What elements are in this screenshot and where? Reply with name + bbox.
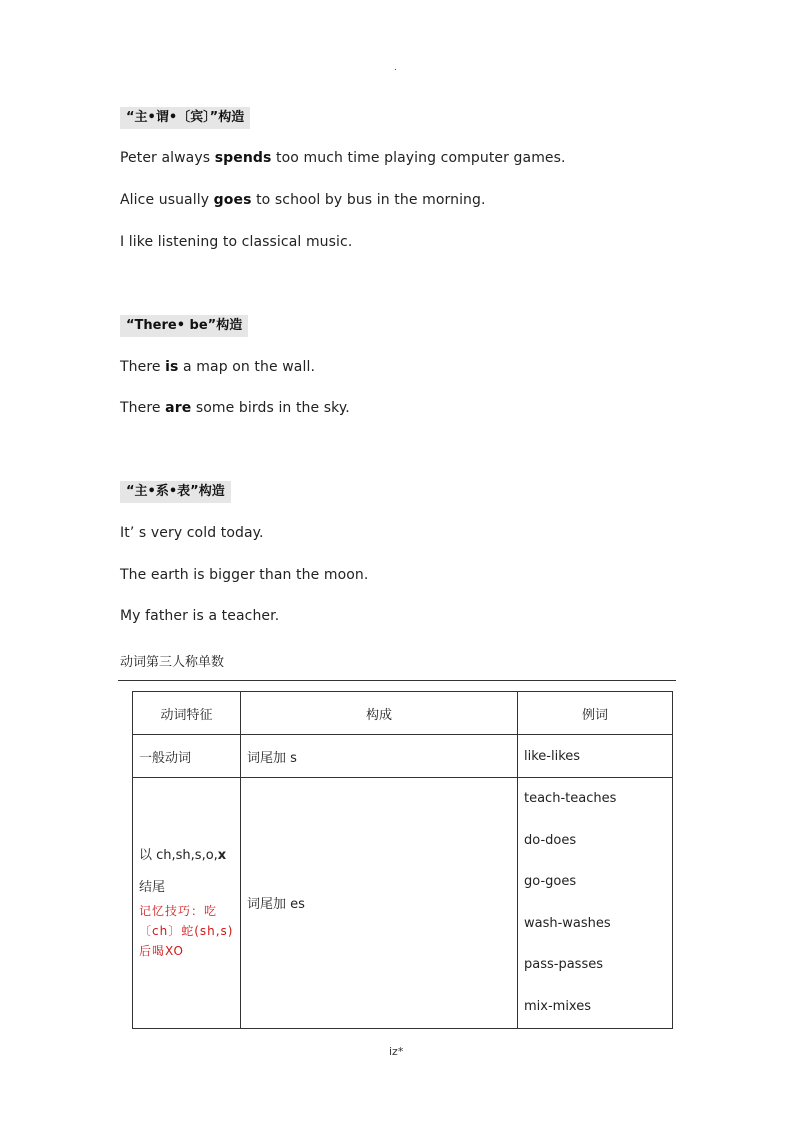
sentence: Peter always spends too much time playing computer games.: [120, 150, 566, 166]
example-item: teach-teaches: [524, 791, 617, 806]
header-feature: 动词特征: [133, 692, 241, 735]
sentence: Alice usually goes to school by bus in the morning.: [120, 192, 486, 208]
header-formation: 构成: [241, 692, 518, 735]
cell-example: like-likes: [518, 735, 673, 778]
divider: [118, 680, 676, 681]
table-row: [133, 778, 673, 1029]
cell-example-list: [518, 778, 673, 1029]
sentence: The earth is bigger than the moon.: [120, 567, 369, 583]
sentence: My father is a teacher.: [120, 608, 280, 624]
sentence: There is a map on the wall.: [120, 359, 316, 375]
table-section-title: 动词第三人称单数: [120, 655, 225, 670]
cell-feature: 一般动词: [133, 735, 241, 778]
example-list: [524, 778, 666, 1028]
cell-formation: 词尾加 s: [241, 735, 518, 778]
section-heading-subject-verb-object: “主•谓•〔宾〕”构造: [120, 107, 250, 129]
sentence: There are some birds in the sky.: [120, 400, 350, 416]
condition-suffix: 结尾: [139, 879, 166, 895]
example-item: wash-washes: [524, 915, 611, 931]
table-row: [133, 735, 673, 778]
sentence: It’ s very cold today.: [120, 525, 264, 541]
example-item: do-does: [524, 832, 577, 848]
third-person-singular-table: [132, 691, 673, 1029]
cell-feature: [133, 778, 241, 1029]
condition-text: 以 ch,sh,s,o,x: [139, 847, 227, 863]
section-heading-there-be: “There• be”构造: [120, 315, 248, 337]
header-example: 例词: [518, 692, 673, 735]
memory-tip: 记忆技巧：吃〔ch〕蛇(sh,s)后喝XO: [139, 903, 234, 958]
example-item: mix-mixes: [524, 998, 591, 1014]
example-item: go-goes: [524, 874, 577, 890]
header-mark: .: [394, 63, 397, 73]
section-heading-subject-linking-predicative: “主•系•表”构造: [120, 481, 231, 503]
sentence: I like listening to classical music.: [120, 234, 353, 250]
cell-formation: 词尾加 es: [241, 778, 518, 1029]
page-footer: iz*: [389, 1045, 404, 1058]
table-header-row: [133, 692, 673, 735]
example-item: pass-passes: [524, 957, 603, 973]
